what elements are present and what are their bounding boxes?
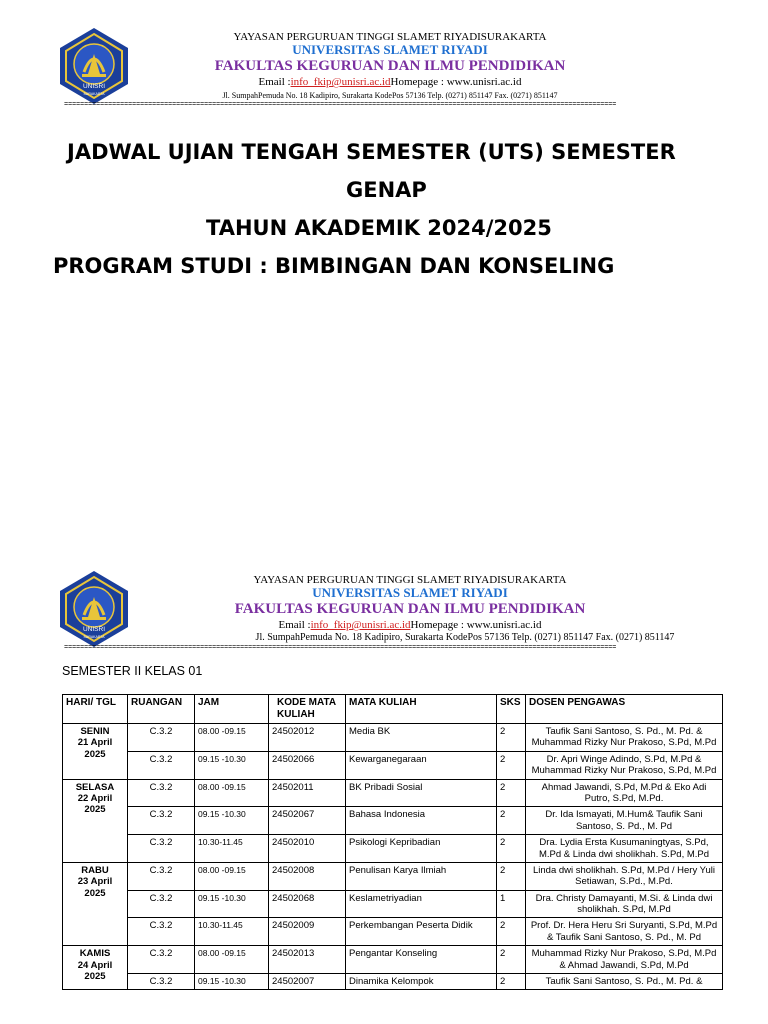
col-header-kode: KODE MATA KULIAH bbox=[269, 695, 346, 724]
code-cell: 24502008 bbox=[269, 862, 346, 890]
day-name: SENIN bbox=[80, 726, 110, 737]
university-name: UNIVERSITAS SLAMET RIYADI bbox=[312, 585, 508, 600]
sks-cell: 2 bbox=[497, 807, 526, 835]
room-cell: C.3.2 bbox=[128, 946, 195, 974]
university-name: UNIVERSITAS SLAMET RIYADI bbox=[292, 42, 488, 57]
svg-text:UNISRI: UNISRI bbox=[82, 626, 106, 633]
sks-cell: 2 bbox=[497, 918, 526, 946]
address-line: Jl. SumpahPemuda No. 18 Kadipiro, Surakarta KodePos 57136 Telp. (0271) 851147 Fax. (0271) 851147 bbox=[222, 91, 558, 100]
faculty-name: FAKULTAS KEGURUAN DAN ILMU PENDIDIKAN bbox=[214, 58, 566, 74]
supervisor-cell: Linda dwi sholikhah. S.Pd, M.Pd / Hery Yuli Setiawan, S.Pd., M.Pd. bbox=[526, 862, 723, 890]
supervisor-cell: Ahmad Jawandi, S.Pd, M.Pd & Eko Adi Putro, S.Pd, M.Pd. bbox=[526, 779, 723, 807]
course-cell: Psikologi Kepribadian bbox=[346, 835, 497, 863]
course-cell: Kewarganegaraan bbox=[346, 751, 497, 779]
time-cell: 08.00 -09.15 bbox=[195, 724, 269, 752]
yayasan-name: YAYASAN PERGURUAN TINGGI SLAMET RIYADISURAKARTA bbox=[253, 574, 567, 586]
code-cell: 24502009 bbox=[269, 918, 346, 946]
supervisor-cell: Taufik Sani Santoso, S. Pd., M. Pd. & Muhammad Rizky Nur Prakoso, S.Pd, M.Pd bbox=[526, 724, 723, 752]
contact-line bbox=[180, 619, 640, 632]
col-header-dosen: DOSEN PENGAWAS bbox=[526, 695, 723, 724]
email-label: Email : bbox=[258, 76, 291, 88]
course-cell: Perkembangan Peserta Didik bbox=[346, 918, 497, 946]
university-logo-icon bbox=[56, 569, 132, 649]
svg-text:SURAKARTA: SURAKARTA bbox=[83, 635, 105, 639]
code-cell: 24502066 bbox=[269, 751, 346, 779]
sks-cell: 2 bbox=[497, 751, 526, 779]
code-cell: 24502010 bbox=[269, 835, 346, 863]
divider-rule: ========================================================================================================================================== bbox=[64, 101, 617, 109]
course-cell: Pengantar Konseling bbox=[346, 946, 497, 974]
room-cell: C.3.2 bbox=[128, 862, 195, 890]
room-cell: C.3.2 bbox=[128, 918, 195, 946]
table-row bbox=[63, 807, 723, 835]
sks-cell: 1 bbox=[497, 890, 526, 918]
exam-schedule-table bbox=[62, 694, 723, 990]
supervisor-cell: Dr. Apri Winge Adindo, S.Pd, M.Pd & Muhammad Rizky Nur Prakoso, S.Pd, M.Pd bbox=[526, 751, 723, 779]
day-name: SELASA bbox=[75, 781, 115, 793]
svg-text:SURAKARTA: SURAKARTA bbox=[83, 92, 105, 96]
course-cell: BK Pribadi Sosial bbox=[346, 779, 497, 807]
col-header-hari: HARI/ TGL bbox=[63, 695, 128, 724]
divider-rule: ========================================================================================================================================== bbox=[64, 644, 617, 652]
day-date: 23 April 2025 bbox=[77, 876, 113, 899]
contact-line bbox=[160, 76, 620, 89]
email-label: Email : bbox=[278, 619, 311, 631]
supervisor-cell: Taufik Sani Santoso, S. Pd., M. Pd. & bbox=[526, 974, 723, 990]
code-cell: 24502013 bbox=[269, 946, 346, 974]
table-row bbox=[63, 724, 723, 752]
title-line-4: PROGRAM STUDI : BIMBINGAN DAN KONSELING bbox=[53, 254, 615, 278]
table-row bbox=[63, 779, 723, 807]
table-row bbox=[63, 974, 723, 990]
col-header-ruangan: RUANGAN bbox=[128, 695, 195, 724]
svg-text:UNISRI: UNISRI bbox=[82, 83, 106, 90]
course-cell: Dinamika Kelompok bbox=[346, 974, 497, 990]
course-cell: Penulisan Karya Ilmiah bbox=[346, 862, 497, 890]
table-header-row bbox=[63, 695, 723, 724]
supervisor-cell: Dra. Lydia Ersta Kusumaningtyas, S.Pd, M.Pd & Linda dwi sholikhah. S.Pd, M.Pd bbox=[526, 835, 723, 863]
sks-cell: 2 bbox=[497, 724, 526, 752]
code-cell: 24502011 bbox=[269, 779, 346, 807]
room-cell: C.3.2 bbox=[128, 835, 195, 863]
time-cell: 09.15 -10.30 bbox=[195, 807, 269, 835]
col-header-mata-kuliah: MATA KULIAH bbox=[346, 695, 497, 724]
table-row bbox=[63, 890, 723, 918]
faculty-name: FAKULTAS KEGURUAN DAN ILMU PENDIDIKAN bbox=[234, 601, 586, 617]
day-date: 22 April 2025 bbox=[77, 792, 113, 816]
day-cell bbox=[63, 862, 128, 945]
sks-cell: 2 bbox=[497, 974, 526, 990]
code-cell: 24502012 bbox=[269, 724, 346, 752]
table-row bbox=[63, 751, 723, 779]
homepage-text: Homepage : www.unisri.ac.id bbox=[390, 76, 522, 88]
col-header-sks: SKS bbox=[497, 695, 526, 724]
supervisor-cell: Dr. Ida Ismayati, M.Hum& Taufik Sani Santoso, S. Pd., M. Pd bbox=[526, 807, 723, 835]
table-row bbox=[63, 862, 723, 890]
time-cell: 09.15 -10.30 bbox=[195, 751, 269, 779]
semester-class-label: SEMESTER II KELAS 01 bbox=[62, 664, 203, 678]
room-cell: C.3.2 bbox=[128, 974, 195, 990]
supervisor-cell: Dra. Christy Damayanti, M.Si. & Linda dwi sholikhah. S.Pd, M.Pd bbox=[526, 890, 723, 918]
supervisor-cell: Prof. Dr. Hera Heru Sri Suryanti, S.Pd, M.Pd & Taufik Sani Santoso, S. Pd., M. Pd bbox=[526, 918, 723, 946]
col-header-jam: JAM bbox=[195, 695, 269, 724]
sks-cell: 2 bbox=[497, 835, 526, 863]
sks-cell: 2 bbox=[497, 946, 526, 974]
homepage-text: Homepage : www.unisri.ac.id bbox=[410, 619, 542, 631]
table-row bbox=[63, 835, 723, 863]
day-date: 24 April 2025 bbox=[77, 959, 113, 983]
supervisor-cell: Muhammad Rizky Nur Prakoso, S.Pd, M.Pd & Ahmad Jawandi, S.Pd, M.Pd bbox=[526, 946, 723, 974]
room-cell: C.3.2 bbox=[128, 724, 195, 752]
room-cell: C.3.2 bbox=[128, 751, 195, 779]
university-logo-icon bbox=[56, 26, 132, 106]
email-link[interactable]: info_fkip@unisri.ac.id bbox=[290, 76, 391, 88]
room-cell: C.3.2 bbox=[128, 779, 195, 807]
sks-cell: 2 bbox=[497, 779, 526, 807]
title-line-2: GENAP bbox=[346, 178, 427, 202]
room-cell: C.3.2 bbox=[128, 807, 195, 835]
title-line-3: TAHUN AKADEMIK 2024/2025 bbox=[206, 216, 552, 240]
time-cell: 09.15 -10.30 bbox=[195, 890, 269, 918]
time-cell: 08.00 -09.15 bbox=[195, 779, 269, 807]
day-name: KAMIS bbox=[79, 948, 111, 960]
day-name: RABU bbox=[81, 864, 109, 876]
time-cell: 08.00 -09.15 bbox=[195, 946, 269, 974]
course-cell: Keslametriyadian bbox=[346, 890, 497, 918]
day-cell bbox=[63, 946, 128, 990]
course-cell: Media BK bbox=[346, 724, 497, 752]
code-cell: 24502007 bbox=[269, 974, 346, 990]
time-cell: 09.15 -10.30 bbox=[195, 974, 269, 990]
code-cell: 24502068 bbox=[269, 890, 346, 918]
title-line-1: JADWAL UJIAN TENGAH SEMESTER (UTS) SEMESTER bbox=[67, 140, 676, 164]
code-cell: 24502067 bbox=[269, 807, 346, 835]
table-row bbox=[63, 946, 723, 974]
address-line: Jl. SumpahPemuda No. 18 Kadipiro, Surakarta KodePos 57136 Telp. (0271) 851147 Fax. (0271) 851147 bbox=[255, 632, 675, 643]
time-cell: 08.00 -09.15 bbox=[195, 862, 269, 890]
sks-cell: 2 bbox=[497, 862, 526, 890]
table-row bbox=[63, 918, 723, 946]
email-link[interactable]: info_fkip@unisri.ac.id bbox=[310, 619, 411, 631]
time-cell: 10.30-11.45 bbox=[195, 835, 269, 863]
room-cell: C.3.2 bbox=[128, 890, 195, 918]
day-cell bbox=[63, 724, 128, 780]
day-date: 21 April 2025 bbox=[77, 737, 113, 760]
time-cell: 10.30-11.45 bbox=[195, 918, 269, 946]
yayasan-name: YAYASAN PERGURUAN TINGGI SLAMET RIYADISURAKARTA bbox=[233, 31, 547, 43]
course-cell: Bahasa Indonesia bbox=[346, 807, 497, 835]
day-cell bbox=[63, 779, 128, 862]
